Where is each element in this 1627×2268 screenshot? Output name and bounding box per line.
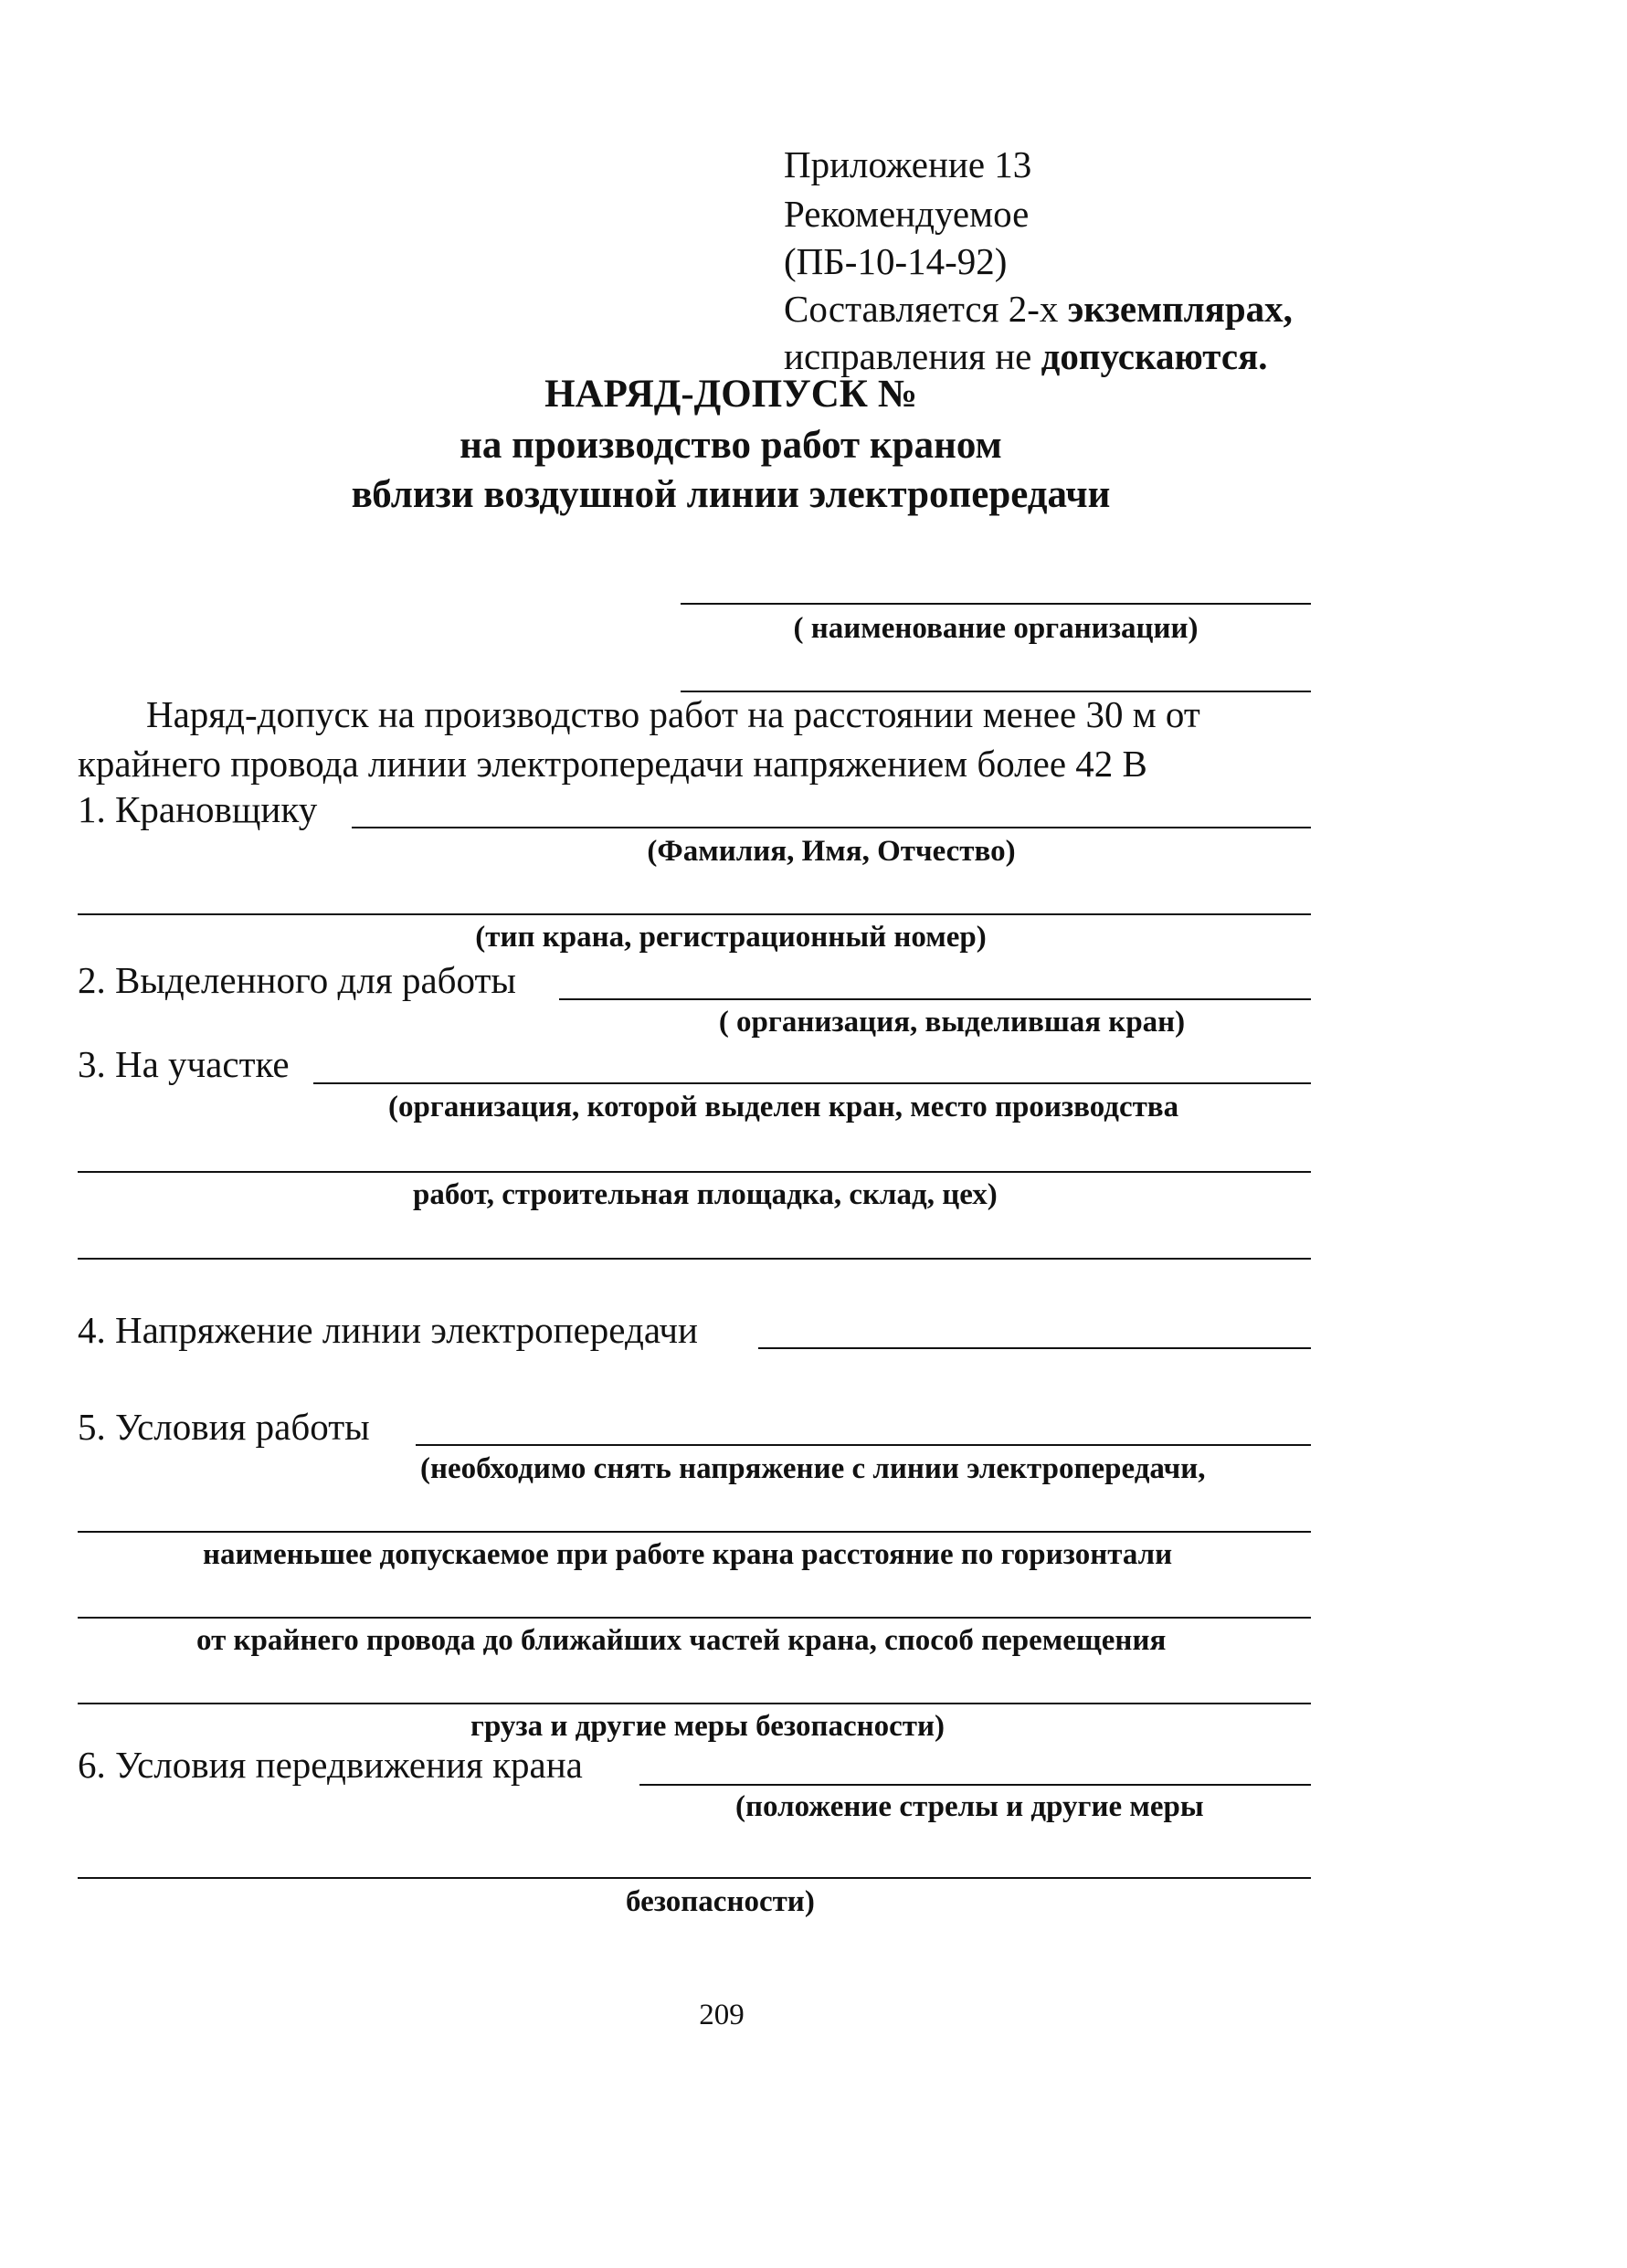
item-2-label: 2. Выделенного для работы — [78, 959, 516, 1001]
annex-line-2: Рекомендуемое — [784, 193, 1030, 235]
item-6-label: 6. Условия передвижения крана — [78, 1744, 583, 1786]
title-line-1: НАРЯД-ДОПУСК № — [544, 373, 917, 416]
item-2-caption: ( организация, выделившая кран) — [718, 1006, 1186, 1039]
item-6-caption-1: (положение стрелы и другие меры — [735, 1790, 1204, 1823]
title-line-3: вблизи воздушной линии электропередачи — [351, 473, 1111, 516]
annex-line-4 — [784, 290, 1293, 328]
annex-line-5 — [784, 335, 1268, 377]
crane-movement-field-line[interactable] — [639, 1784, 1311, 1786]
work-conditions-field-line-4[interactable] — [78, 1703, 1311, 1704]
crane-operator-field-line[interactable] — [352, 827, 1311, 828]
annex-line-5-bold: допускаются. — [1041, 335, 1268, 377]
item-1-caption-2: (тип крана, регистрационный номер) — [475, 921, 987, 954]
crane-type-field-line[interactable] — [78, 913, 1311, 915]
title-line-2: на производство работ краном — [460, 424, 1002, 467]
voltage-field-line[interactable] — [758, 1347, 1311, 1349]
allocated-org-field-line[interactable] — [559, 998, 1311, 1000]
item-5-caption-3: от крайнего провода до ближайших частей крана, способ перемещения — [196, 1624, 1167, 1657]
org-name-caption: ( наименование организации) — [793, 612, 1199, 645]
item-3-label: 3. На участке — [78, 1043, 290, 1085]
site-field-line-2[interactable] — [78, 1171, 1311, 1173]
item-5-label: 5. Условия работы — [78, 1406, 370, 1448]
item-1-label: 1. Крановщику — [78, 788, 318, 830]
annex-line-4-bold: экземплярах, — [1067, 288, 1293, 330]
item-3-caption-1: (организация, которой выделен кран, место производства — [388, 1091, 1179, 1123]
item-3-caption-2: работ, строительная площадка, склад, цех) — [413, 1178, 998, 1211]
item-5-caption-1: (необходимо снять напряжение с линии электропередачи, — [420, 1452, 1206, 1485]
org-name-field-line-2[interactable] — [681, 691, 1311, 692]
intro-line-1: Наряд-допуск на производство работ на расстоянии менее 30 м от — [146, 693, 1200, 735]
annex-line-4-normal: Составляется 2-х — [784, 288, 1068, 330]
site-field-line-3[interactable] — [78, 1258, 1311, 1260]
org-name-field-line[interactable] — [681, 603, 1311, 605]
annex-line-5-normal: исправления не — [784, 335, 1041, 377]
crane-movement-field-line-2[interactable] — [78, 1877, 1311, 1879]
annex-line-1: Приложение 13 — [784, 143, 1032, 185]
item-4-label: 4. Напряжение линии электропередачи — [78, 1309, 698, 1351]
item-1-caption-1: (Фамилия, Имя, Отчество) — [647, 835, 1016, 868]
work-conditions-field-line-3[interactable] — [78, 1617, 1311, 1619]
annex-line-3: (ПБ-10-14-92) — [784, 240, 1008, 282]
site-field-line[interactable] — [313, 1082, 1311, 1084]
intro-line-2: крайнего провода линии электропередачи напряжением более 42 В — [78, 743, 1147, 785]
work-conditions-field-line-2[interactable] — [78, 1531, 1311, 1533]
page-number: 209 — [699, 1999, 745, 2031]
work-conditions-field-line[interactable] — [416, 1444, 1311, 1446]
item-6-caption-2: безопасности) — [626, 1885, 815, 1918]
item-5-caption-4: груза и другие меры безопасности) — [470, 1710, 945, 1743]
item-5-caption-2: наименьшее допускаемое при работе крана расстояние по горизонтали — [203, 1538, 1173, 1571]
